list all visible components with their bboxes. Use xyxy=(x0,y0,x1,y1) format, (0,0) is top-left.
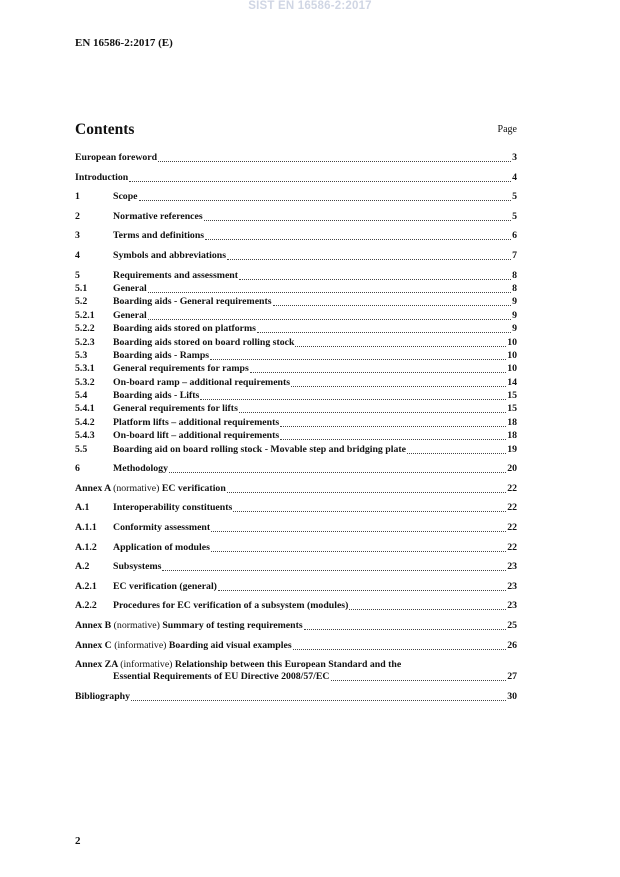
toc-entry-title: General requirements for lifts xyxy=(113,403,238,415)
toc-entry-title: Boarding aids stored on board rolling stock xyxy=(113,336,295,348)
toc-entry[interactable] xyxy=(75,691,517,703)
toc-entry-number: A.2.1 xyxy=(75,580,97,592)
toc-entry[interactable] xyxy=(75,250,517,262)
toc-entry-title: Terms and definitions xyxy=(113,230,205,242)
dot-leader xyxy=(211,530,506,532)
watermark: SIST EN 16586-2:2017 xyxy=(248,0,372,12)
toc-entry-page: 23 xyxy=(507,561,517,573)
toc-entry[interactable] xyxy=(75,350,517,362)
annex-type: (informative) xyxy=(114,639,167,651)
toc-entry-page: 10 xyxy=(507,363,517,375)
toc-entry-number: 5.1 xyxy=(75,282,88,294)
dot-leader xyxy=(239,278,511,280)
toc-entry-page: 15 xyxy=(507,403,517,415)
toc-entry-number: 5.2.2 xyxy=(75,323,95,335)
toc-entry[interactable] xyxy=(75,172,517,184)
toc-entry-number: 5.4 xyxy=(75,390,88,402)
toc-entry-title: Interoperability constituents xyxy=(113,502,233,514)
dot-leader xyxy=(210,358,506,360)
toc-entry-page: 7 xyxy=(512,249,517,261)
toc-entry[interactable] xyxy=(75,403,517,415)
toc-entry-page: 27 xyxy=(507,671,517,683)
toc-entry-title: General requirements for ramps xyxy=(113,363,249,375)
toc-entry-number: A.1.2 xyxy=(75,541,97,553)
toc-entry-page: 8 xyxy=(512,282,517,294)
toc-entry[interactable] xyxy=(75,417,517,429)
annex-label: Annex ZA xyxy=(75,659,118,671)
annex-label: Annex C xyxy=(75,639,112,651)
annex-type: (normative) xyxy=(113,482,160,494)
toc-entry-number: 5.2.1 xyxy=(75,309,95,321)
dot-leader xyxy=(148,318,511,320)
toc-entry-number: 5.2.3 xyxy=(75,336,95,348)
toc-entry-title xyxy=(75,659,517,671)
toc-entry-number: 2 xyxy=(75,210,80,222)
toc-entry-number: 5.5 xyxy=(75,443,88,455)
dot-leader xyxy=(227,491,506,493)
toc-entry-number: A.1 xyxy=(75,502,90,514)
toc-entry-page: 10 xyxy=(507,336,517,348)
toc-entry-number: 5.4.2 xyxy=(75,416,95,428)
toc-entry-page: 23 xyxy=(507,600,517,612)
annex-label: Annex A xyxy=(75,482,111,494)
toc-entry-page: 14 xyxy=(507,376,517,388)
toc-entry[interactable] xyxy=(75,640,517,652)
toc-entry[interactable] xyxy=(75,581,517,593)
toc-entry-page: 18 xyxy=(507,430,517,442)
dot-leader xyxy=(204,219,511,221)
toc-entry-title: Boarding aids - Lifts xyxy=(113,390,200,402)
annex-title: Summary of testing requirements xyxy=(162,619,303,631)
toc-entry-title xyxy=(75,620,303,632)
annex-title-continued: Essential Requirements of EU Directive 2008/57/EC xyxy=(113,671,330,683)
annex-type: (normative) xyxy=(113,619,160,631)
toc-entry-page: 25 xyxy=(507,619,517,631)
annex-type: (informative) xyxy=(120,659,173,671)
dot-leader xyxy=(304,628,507,630)
toc-entry-title: General xyxy=(113,282,147,294)
document-id: EN 16586-2:2017 (E) xyxy=(75,37,173,49)
toc-entry-page: 9 xyxy=(512,309,517,321)
toc-entry[interactable] xyxy=(75,377,517,389)
toc-entry-number: 5 xyxy=(75,269,80,281)
toc-entry-title: On-board lift – additional requirements xyxy=(113,430,280,442)
toc-entry[interactable] xyxy=(75,502,517,514)
annex-label: Annex B xyxy=(75,619,112,631)
toc-entry-number: 5.3.2 xyxy=(75,376,95,388)
toc-entry-title: Normative references xyxy=(113,210,203,222)
toc-entry-page: 26 xyxy=(507,639,517,651)
toc-entry-page: 22 xyxy=(507,541,517,553)
toc-entry[interactable] xyxy=(75,483,517,495)
toc-entry-page: 22 xyxy=(507,522,517,534)
page-number: 2 xyxy=(75,835,81,847)
toc-entry-title: Procedures for EC verification of a subsystem (modules) xyxy=(113,600,349,612)
toc-entry-title: Conformity assessment xyxy=(113,522,211,534)
toc-entry[interactable] xyxy=(75,211,517,223)
toc-entry-page: 30 xyxy=(507,690,517,702)
toc-entry-number: 4 xyxy=(75,249,80,261)
toc-entry-title: Bibliography xyxy=(75,690,130,702)
toc-entry-page: 20 xyxy=(507,463,517,475)
toc-entry[interactable] xyxy=(75,152,517,164)
toc-entry[interactable] xyxy=(75,363,517,375)
toc-entry[interactable] xyxy=(75,444,517,456)
toc-entry-number: 5.2 xyxy=(75,296,88,308)
toc-entry[interactable] xyxy=(75,522,517,534)
annex-title: Relationship between this European Standard and the xyxy=(174,659,402,671)
dot-leader xyxy=(273,304,512,306)
toc-entry-page: 5 xyxy=(512,191,517,203)
toc-entry-page: 22 xyxy=(507,502,517,514)
toc-entry-number: A.1.1 xyxy=(75,522,97,534)
toc-entry-title: Boarding aids - General requirements xyxy=(113,296,272,308)
toc-entry-page: 5 xyxy=(512,210,517,222)
annex-title: Boarding aid visual examples xyxy=(168,639,292,651)
toc-entry-page: 18 xyxy=(507,416,517,428)
toc-entry[interactable] xyxy=(75,390,517,402)
dot-leader xyxy=(257,331,511,333)
dot-leader xyxy=(205,238,511,240)
toc-entry-page: 22 xyxy=(507,482,517,494)
toc-entry-title: Boarding aids - Ramps xyxy=(113,349,210,361)
toc-entry-page: 23 xyxy=(507,580,517,592)
dot-leader xyxy=(233,510,506,512)
toc-entry-title xyxy=(75,483,226,495)
toc-entry-page: 6 xyxy=(512,230,517,242)
toc-entry[interactable] xyxy=(75,337,517,349)
toc-entry-page: 8 xyxy=(512,269,517,281)
toc-entry-page: 19 xyxy=(507,443,517,455)
toc-entry[interactable] xyxy=(75,296,517,308)
dot-leader xyxy=(218,589,506,591)
dot-leader xyxy=(295,345,506,347)
dot-leader xyxy=(211,550,506,552)
toc-entry-title: EC verification (general) xyxy=(113,580,217,592)
toc-entry[interactable] xyxy=(75,323,517,335)
dot-leader xyxy=(349,608,506,610)
dot-leader xyxy=(139,199,512,201)
dot-leader xyxy=(158,160,511,162)
dot-leader xyxy=(129,180,511,182)
toc-entry-page: 9 xyxy=(512,296,517,308)
toc-entry-page: 15 xyxy=(507,390,517,402)
contents-heading: Contents xyxy=(75,121,135,138)
toc-entry-title: Requirements and assessment xyxy=(113,269,239,281)
toc-entry-number: 5.4.1 xyxy=(75,403,95,415)
toc-entry-page: 10 xyxy=(507,349,517,361)
toc-entry[interactable] xyxy=(75,659,517,683)
toc-entry[interactable] xyxy=(75,191,517,203)
toc-entry-number: A.2 xyxy=(75,561,90,573)
toc-entry-title: Scope xyxy=(113,191,138,203)
toc-entry-title: Application of modules xyxy=(113,541,210,553)
toc-entry-number: 1 xyxy=(75,191,80,203)
dot-leader xyxy=(227,258,511,260)
toc-entry-number: 5.4.3 xyxy=(75,430,95,442)
toc-entry[interactable] xyxy=(75,542,517,554)
dot-leader xyxy=(169,471,506,473)
dot-leader xyxy=(131,699,506,701)
dot-leader xyxy=(331,679,507,681)
dot-leader xyxy=(200,398,506,400)
toc-entry[interactable] xyxy=(75,430,517,442)
toc-entry-title: Boarding aid on board rolling stock - Movable step and bridging plate xyxy=(113,443,406,455)
page-column-label: Page xyxy=(497,124,517,135)
toc-entry-title: Subsystems xyxy=(113,561,162,573)
toc-entry-number: 5.3 xyxy=(75,349,88,361)
dot-leader xyxy=(148,291,511,293)
toc-entry-title: Methodology xyxy=(113,463,168,475)
dot-leader xyxy=(250,371,506,373)
toc-entry[interactable] xyxy=(75,310,517,322)
toc-entry-page: 3 xyxy=(512,152,517,163)
toc-entry-title: Introduction xyxy=(75,171,129,183)
toc-entry-number: 5.3.1 xyxy=(75,363,95,375)
toc-entry[interactable] xyxy=(75,620,517,632)
dot-leader xyxy=(293,648,507,650)
annex-title: EC verification xyxy=(161,482,226,494)
toc-entry-title xyxy=(75,640,292,652)
toc-entry-number: A.2.2 xyxy=(75,600,97,612)
dot-leader xyxy=(407,452,506,454)
toc-entry[interactable] xyxy=(75,463,517,475)
dot-leader xyxy=(291,385,506,387)
dot-leader xyxy=(239,411,506,413)
toc-entry-title: European foreword xyxy=(75,152,158,163)
dot-leader xyxy=(280,438,506,440)
toc-entry-page: 9 xyxy=(512,323,517,335)
toc-entry[interactable] xyxy=(75,600,517,612)
toc-entry[interactable] xyxy=(75,270,517,282)
dot-leader xyxy=(162,569,506,571)
toc-entry[interactable] xyxy=(75,230,517,242)
toc-entry-number: 6 xyxy=(75,463,80,475)
toc-entry[interactable] xyxy=(75,283,517,295)
dot-leader xyxy=(280,425,506,427)
toc-entry-title: Platform lifts – additional requirements xyxy=(113,416,280,428)
toc-entry-title: Boarding aids stored on platforms xyxy=(113,323,256,335)
toc-entry-title: On-board ramp – additional requirements xyxy=(113,376,291,388)
toc-entry[interactable] xyxy=(75,561,517,573)
toc-entry-number: 3 xyxy=(75,230,80,242)
table-of-contents xyxy=(75,152,517,703)
toc-entry-title: Symbols and abbreviations xyxy=(113,249,227,261)
toc-entry-title: General xyxy=(113,309,147,321)
toc-entry-page: 4 xyxy=(512,171,517,183)
